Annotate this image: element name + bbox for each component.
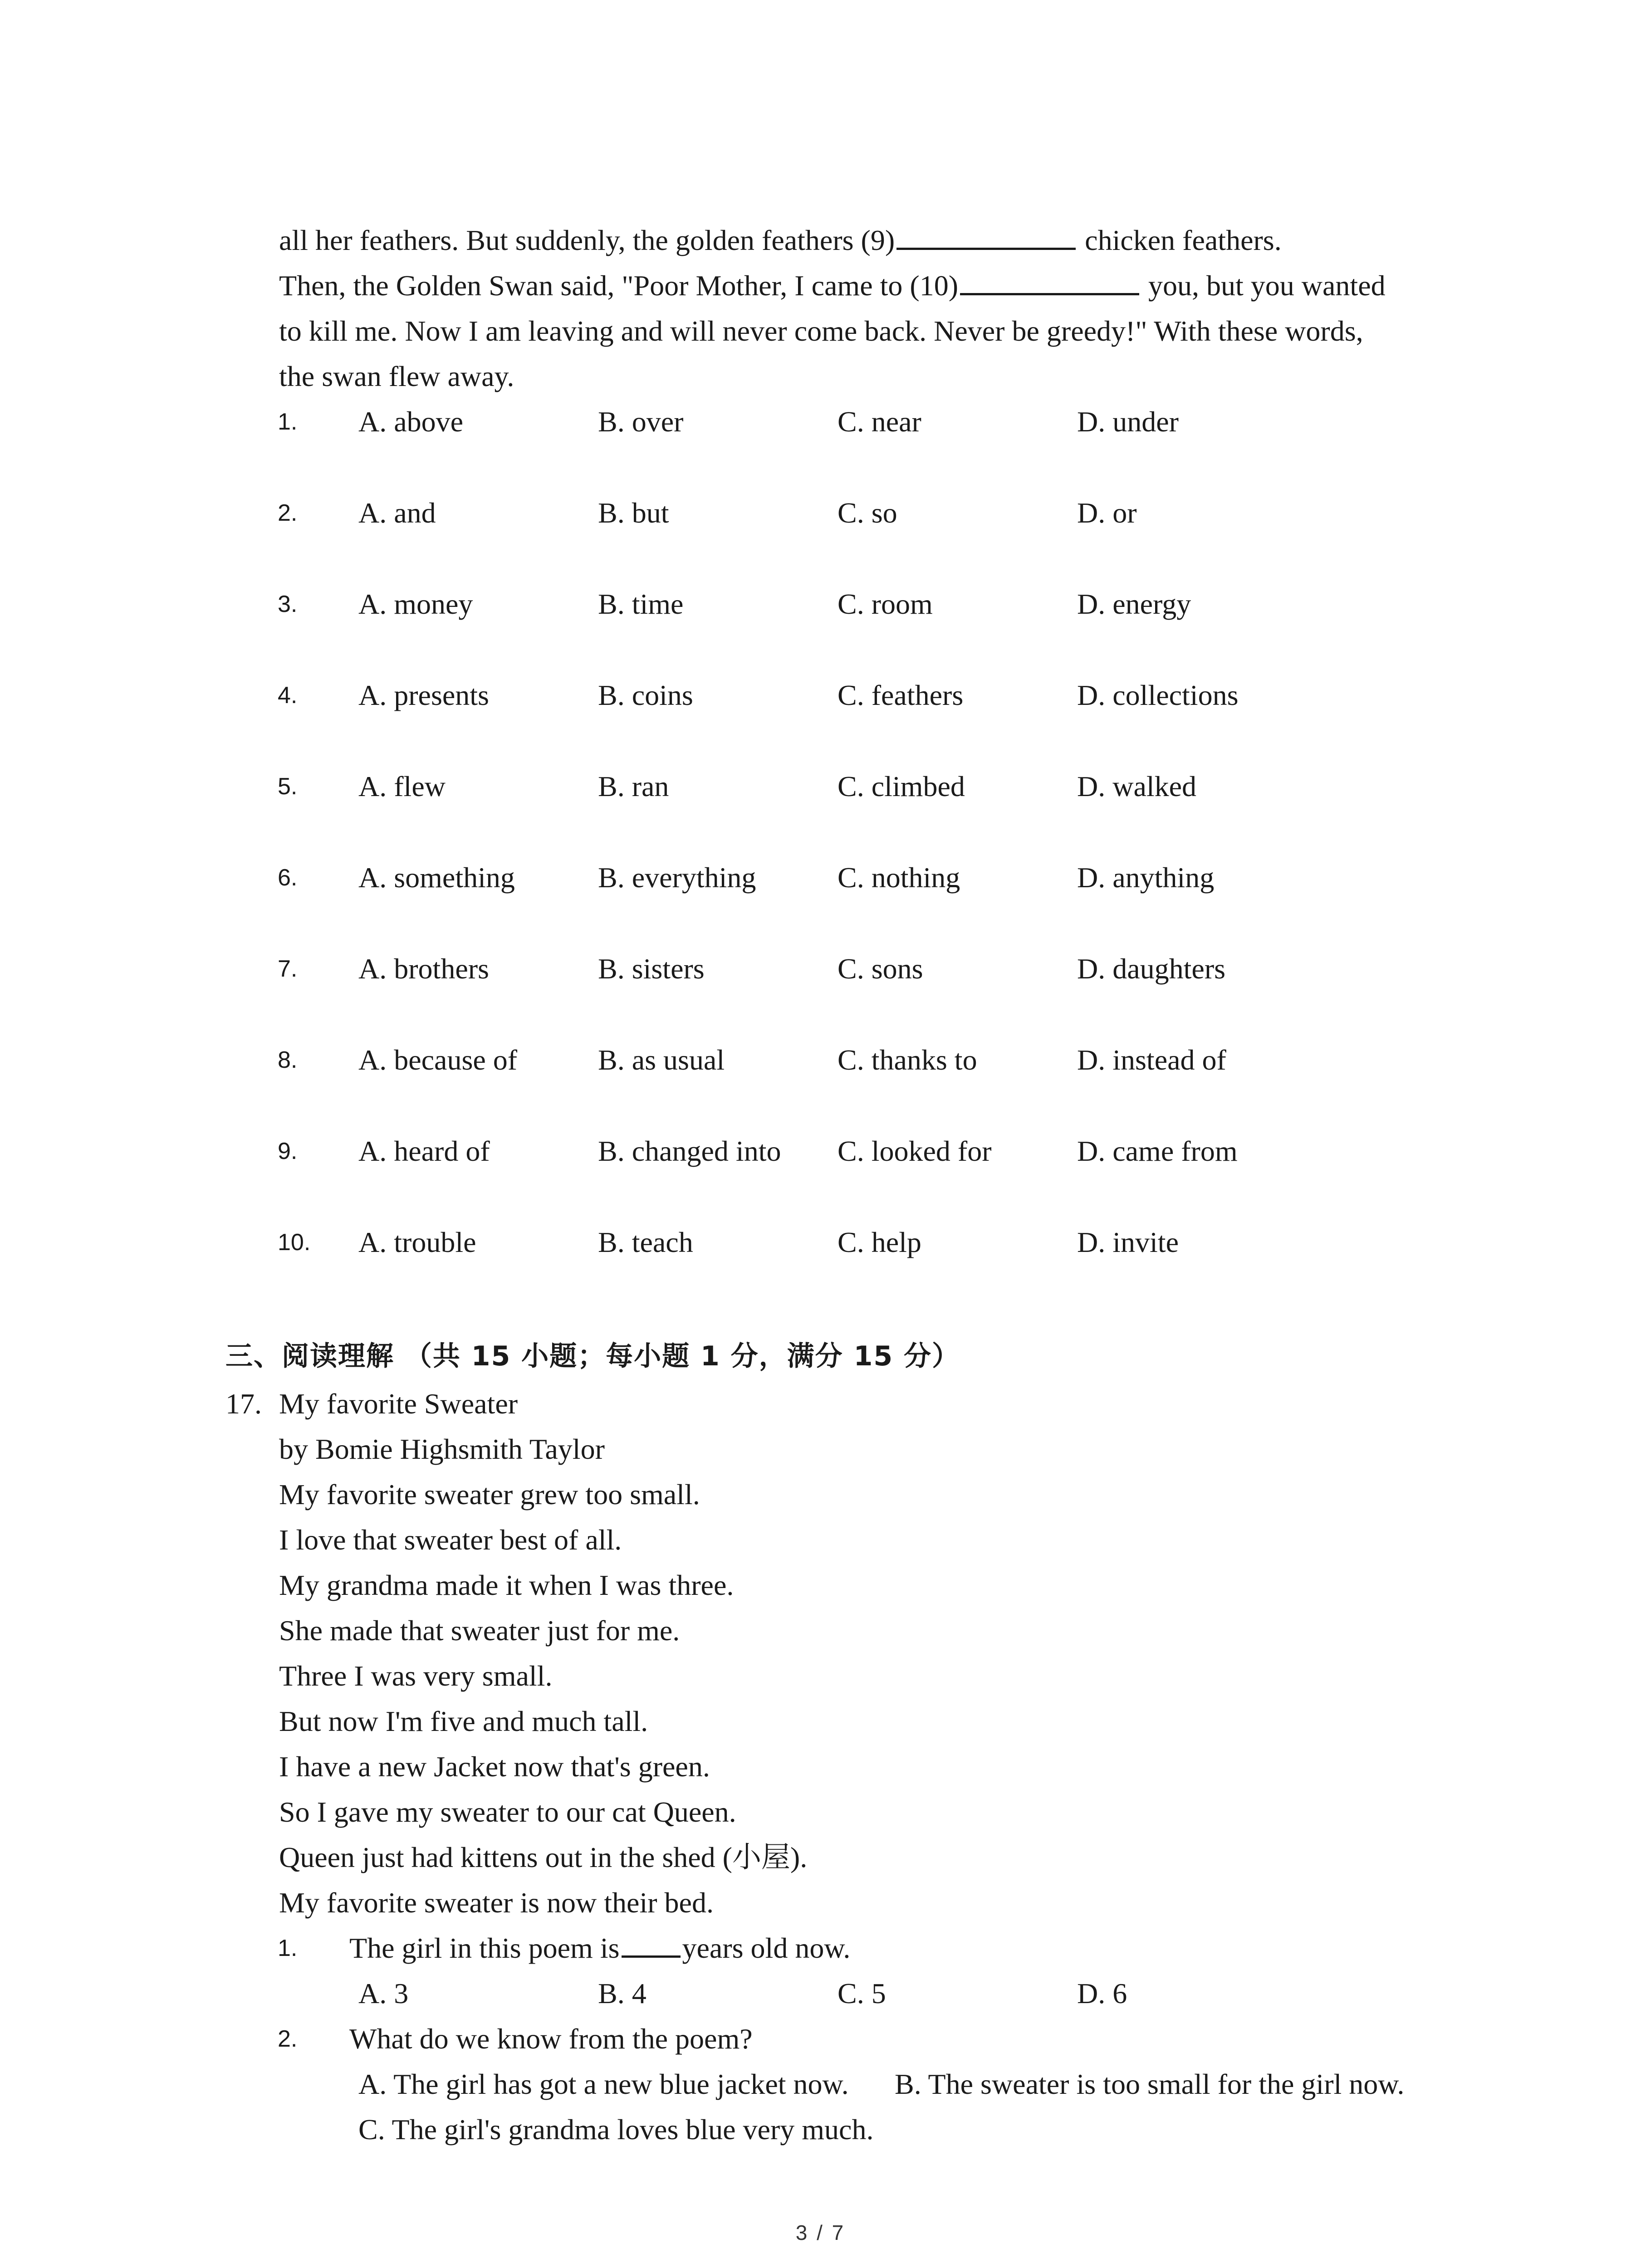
sub-question-1-option-d[interactable]: D. 6 [1077,1977,1127,2009]
option-c[interactable]: C. climbed [838,770,965,802]
option-d[interactable]: D. instead of [1077,1044,1226,1076]
section-title: 三、阅读理解 （共 15 小题；每小题 1 分，满分 15 分） [225,1340,960,1372]
question-number: 10. [278,1229,311,1256]
option-d[interactable]: D. collections [1077,679,1239,711]
option-b[interactable]: B. changed into [598,1135,781,1167]
option-a[interactable]: A. because of [358,1044,518,1076]
passage-line-1-text-b: chicken feathers. [1078,224,1282,256]
passage-line-1 [279,218,1282,263]
option-c[interactable]: C. help [838,1226,921,1258]
poem-line: I love that sweater best of all. [279,1524,622,1556]
option-d[interactable]: D. walked [1077,770,1197,802]
poem-line: Three I was very small. [279,1660,553,1692]
option-a[interactable]: A. something [358,861,515,894]
option-b[interactable]: B. everything [598,861,756,894]
page-number: 3 / 7 [795,2221,846,2244]
poem-line: But now I'm five and much tall. [279,1705,648,1737]
option-a[interactable]: A. money [358,588,473,620]
sub-question-1-option-a[interactable]: A. 3 [358,1977,409,2009]
option-c[interactable]: C. room [838,588,933,620]
sub-question-1-number: 1. [278,1935,298,1961]
poem-line: She made that sweater just for me. [279,1614,680,1647]
option-a[interactable]: A. heard of [358,1135,490,1167]
option-c[interactable]: C. feathers [838,679,964,711]
sub-question-1-option-b[interactable]: B. 4 [598,1977,647,2009]
option-b[interactable]: B. ran [598,770,669,802]
passage-line-3: to kill me. Now I am leaving and will never come back. Never be greedy!" With these words, [279,315,1363,347]
poem-line: Queen just had kittens out in the shed (小屋). [279,1841,808,1873]
option-d[interactable]: D. came from [1077,1135,1238,1167]
passage-line-1-text-a: all her feathers. But suddenly, the golden feathers (9) [279,224,895,256]
poem-line: My grandma made it when I was three. [279,1569,734,1601]
question-number: 1. [278,409,298,435]
option-a[interactable]: A. brothers [358,953,489,985]
poem-line: My favorite sweater grew too small. [279,1478,700,1510]
sub-question-2-option-b[interactable]: B. The sweater is too small for the girl now. [895,2068,1405,2100]
poem-title: My favorite Sweater [279,1388,518,1420]
sub-question-2-option-c[interactable]: C. The girl's grandma loves blue very much. [358,2113,874,2146]
sub-question-1-stem-b: years old now. [682,1932,851,1964]
option-c[interactable]: C. so [838,497,897,529]
answer-blank [622,1928,681,1958]
passage-line-2 [279,263,1386,308]
option-b[interactable]: B. time [598,588,684,620]
option-a[interactable]: A. flew [358,770,446,802]
option-b[interactable]: B. coins [598,679,693,711]
option-b[interactable]: B. but [598,497,669,529]
blank-10 [960,266,1139,295]
option-d[interactable]: D. energy [1077,588,1191,620]
sub-question-1-stem [349,1926,850,1971]
question-number: 6. [278,865,298,891]
option-c[interactable]: C. nothing [838,861,960,894]
passage-line-4: the swan flew away. [279,360,514,392]
option-a[interactable]: A. and [358,497,436,529]
option-b[interactable]: B. sisters [598,953,705,985]
option-c[interactable]: C. near [838,406,921,438]
sub-question-1-option-c[interactable]: C. 5 [838,1977,886,2009]
question-number: 3. [278,591,298,617]
option-b[interactable]: B. teach [598,1226,693,1258]
option-d[interactable]: D. daughters [1077,953,1226,985]
option-a[interactable]: A. trouble [358,1226,476,1258]
option-b[interactable]: B. over [598,406,684,438]
sub-question-2-option-a[interactable]: A. The girl has got a new blue jacket now. [358,2068,849,2100]
sub-question-1-stem-a: The girl in this poem is [349,1932,620,1964]
poem-author: by Bomie Highsmith Taylor [279,1433,605,1465]
question-number: 7. [278,956,298,982]
option-d[interactable]: D. invite [1077,1226,1179,1258]
question-number: 9. [278,1138,298,1164]
option-d[interactable]: D. anything [1077,861,1215,894]
option-c[interactable]: C. sons [838,953,923,985]
option-a[interactable]: A. above [358,406,464,438]
option-d[interactable]: D. or [1077,497,1137,529]
option-b[interactable]: B. as usual [598,1044,725,1076]
sub-question-2-number: 2. [278,2026,298,2052]
poem-line: My favorite sweater is now their bed. [279,1887,714,1919]
question-number: 4. [278,682,298,709]
option-c[interactable]: C. looked for [838,1135,992,1167]
passage-line-2-text-a: Then, the Golden Swan said, "Poor Mother, I came to (10) [279,269,958,302]
blank-9 [896,220,1076,250]
question-number: 5. [278,773,298,800]
option-a[interactable]: A. presents [358,679,489,711]
passage-line-2-text-b: you, but you wanted [1141,269,1386,302]
sub-question-2-stem: What do we know from the poem? [349,2023,753,2055]
question-number: 8. [278,1047,298,1073]
poem-line: I have a new Jacket now that's green. [279,1750,710,1783]
poem-line: So I gave my sweater to our cat Queen. [279,1796,736,1828]
option-d[interactable]: D. under [1077,406,1179,438]
option-c[interactable]: C. thanks to [838,1044,977,1076]
question-number: 2. [278,500,298,526]
question-17-number: 17. [225,1388,262,1420]
